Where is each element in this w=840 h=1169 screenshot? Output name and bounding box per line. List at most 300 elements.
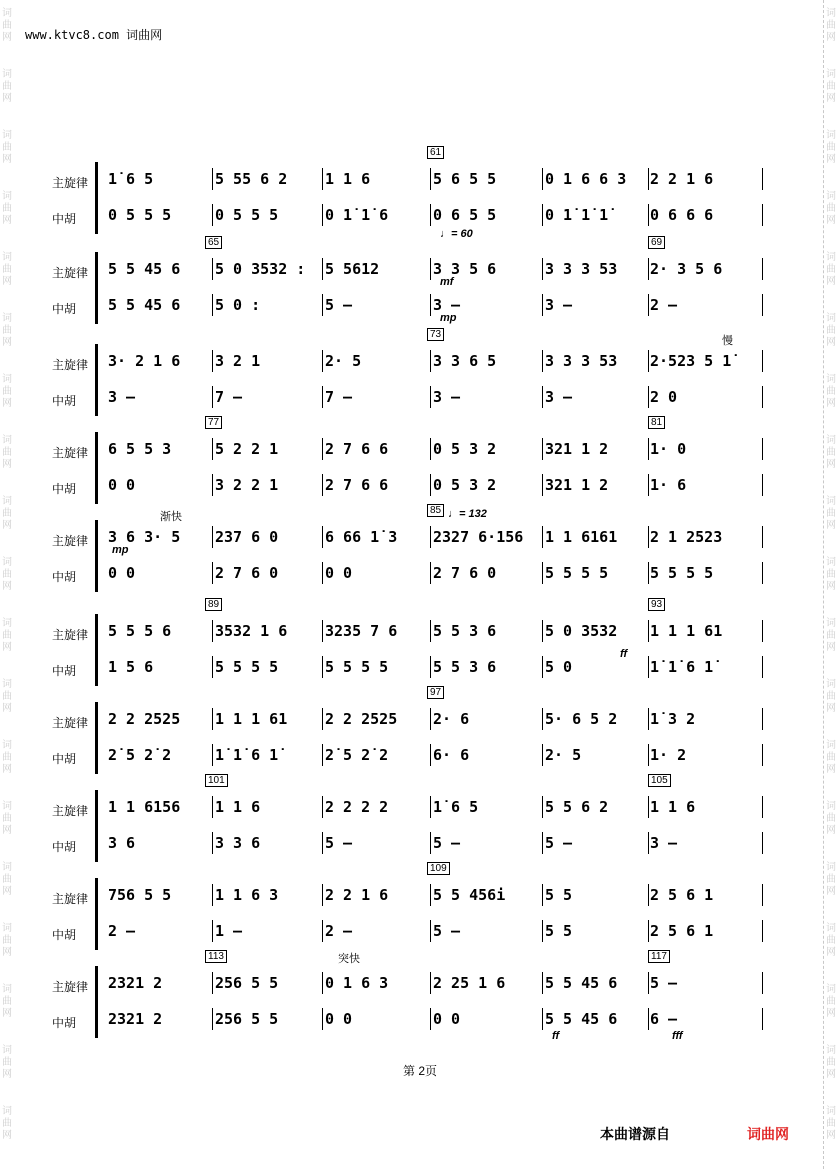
part-label-zhonghu: 中胡 [52,928,77,942]
bar-line [542,204,543,226]
bar-line [212,656,213,678]
measure-notes: 0 6 6 6 [650,206,714,224]
measure-number: 97 [427,686,444,699]
bar-line [322,526,323,548]
measure-number: 101 [205,774,228,787]
bar-line [322,832,323,854]
bar-line [430,204,431,226]
system-brace [95,252,103,324]
measure-notes: 3 2 1 [215,352,261,370]
bar-line [430,350,431,372]
bar-line [542,708,543,730]
bar-line [762,526,763,548]
measure-notes: 3 – [433,388,461,406]
measure-notes: 5 – [325,834,353,852]
bar-line [762,884,763,906]
watermark-glyph: 词 曲 网 [826,69,836,104]
measure-number: 117 [648,950,670,963]
bar-line [648,972,649,994]
measure-notes: 5 5 5 6 [108,622,172,640]
measure-notes: 0 1̇ 1̇ 1̇ [545,206,609,224]
measure-notes: 5 5 45 6 [108,260,181,278]
measure-notes: 2· 5 [545,746,582,764]
brand-link[interactable]: 词曲网 [747,1126,789,1142]
bar-line [322,168,323,190]
measure-notes: 1 1 6156 [108,798,181,816]
score-system [0,951,840,1044]
bar-line [212,796,213,818]
bar-line [542,744,543,766]
bar-line [430,562,431,584]
bar-line [648,1008,649,1030]
bar-line [430,708,431,730]
watermark-glyph: 词 曲 网 [826,130,836,165]
system-brace [95,702,103,774]
measure-notes: 3 – [545,388,573,406]
bar-line [648,832,649,854]
measure-notes: 2̇ 5 2̇ 2 [108,746,172,764]
part-label-melody: 主旋律 [52,804,89,818]
watermark-glyph: 词 曲 网 [2,984,12,1019]
bar-line [542,562,543,584]
bar-line [542,294,543,316]
bar-line [762,656,763,678]
bar-line [648,920,649,942]
measure-notes: 2 5 6 1 [650,922,714,940]
bar-line [212,620,213,642]
bar-line [762,562,763,584]
page-number: 第 2页 [402,1064,437,1078]
measure-notes: 0 1̇ 1̇ 6 [325,206,389,224]
bar-line [648,258,649,280]
measure-notes: 3 3 6 5 [433,352,497,370]
system-brace [95,878,103,950]
watermark-glyph: 词 曲 网 [2,8,12,43]
system-brace [95,614,103,686]
measure-notes: 1· 2 [650,746,687,764]
measure-notes: 5 5 5 5 [325,658,389,676]
bar-line [430,526,431,548]
measure-notes: 5 0 3532 : [215,260,306,278]
system-brace [95,344,103,416]
measure-notes: 2 2 1 6 [325,886,389,904]
bar-line [648,656,649,678]
system-brace [95,432,103,504]
part-label-melody: 主旋律 [52,266,89,280]
bar-line [430,972,431,994]
watermark-glyph: 词 曲 网 [826,1106,836,1141]
bar-line [430,1008,431,1030]
system-brace [95,966,103,1038]
bar-line [212,1008,213,1030]
melody-row [108,528,780,548]
bar-line [212,294,213,316]
bar-line [648,204,649,226]
bar-line [212,526,213,548]
watermark-glyph: 词 曲 网 [826,374,836,409]
measure-notes: 2 7 6 0 [433,564,497,582]
part-label-melody: 主旋律 [52,628,89,642]
melody-row [108,710,780,730]
watermark-glyph: 词 曲 网 [2,313,12,348]
bar-line [542,796,543,818]
measure-notes: 237 6 0 [215,528,279,546]
watermark-glyph: 词 曲 网 [826,740,836,775]
score-annotation: 慢 [722,335,733,347]
bar-line [212,884,213,906]
measure-notes: 0 0 [108,564,136,582]
bar-line [322,386,323,408]
measure-number: 105 [648,774,671,787]
measure-notes: 2̇ 5 2̇ 2 [325,746,389,764]
bar-line [648,438,649,460]
bar-line [762,1008,763,1030]
measure-notes: 2· 5 [325,352,362,370]
measure-notes: 5 5 456i [433,886,506,904]
part-label-zhonghu: 中胡 [52,302,77,316]
measure-notes: 2 2 2525 [325,710,398,728]
zhonghu-row [108,206,780,226]
measure-number: 77 [205,416,222,429]
measure-notes: 5 5 [545,922,573,940]
bar-line [542,920,543,942]
measure-number: 65 [205,236,222,249]
bar-line [212,972,213,994]
measure-number: 113 [205,950,227,963]
watermark-glyph: 词 曲 网 [826,8,836,43]
measure-number: 73 [427,328,444,341]
measure-notes: 321 1 2 [545,476,609,494]
measure-notes: 5 5 45 6 [545,1010,618,1028]
measure-notes: 1· 0 [650,440,687,458]
measure-notes: 0 5 5 5 [215,206,279,224]
bar-line [542,386,543,408]
measure-notes: 2321 2 [108,1010,163,1028]
measure-notes: 3 3 5 6 [433,260,497,278]
part-label-zhonghu: 中胡 [52,1016,77,1030]
bar-line [322,438,323,460]
watermark-glyph: 词 曲 网 [826,862,836,897]
zhonghu-row [108,388,780,408]
bar-line [212,258,213,280]
bar-line [542,884,543,906]
zhonghu-row [108,1010,780,1030]
bar-line [648,884,649,906]
measure-notes: 3532 1 6 [215,622,288,640]
watermark-glyph: 词 曲 网 [2,252,12,287]
melody-row [108,798,780,818]
score-annotation: 突快 [338,953,360,965]
bar-line [322,744,323,766]
measure-number: 61 [427,146,444,159]
melody-row [108,170,780,190]
bar-line [322,1008,323,1030]
bar-line [762,204,763,226]
measure-notes: 1 1 6 [215,798,261,816]
watermark-glyph: 词 曲 网 [2,496,12,531]
zhonghu-row [108,746,780,766]
bar-line [648,620,649,642]
zhonghu-row [108,658,780,678]
bar-line [762,350,763,372]
measure-notes: 2 1 2523 [650,528,723,546]
measure-notes: 5 5 5 5 [215,658,279,676]
score-system [0,417,840,510]
bar-line [322,796,323,818]
part-label-melody: 主旋律 [52,716,89,730]
measure-notes: 2 5 6 1 [650,886,714,904]
measure-notes: 0 1 6 3 [325,974,389,992]
measure-notes: 6· 6 [433,746,470,764]
score-annotation: mp [112,544,129,556]
watermark-glyph: 词 曲 网 [2,862,12,897]
measure-notes: 0 6 5 5 [433,206,497,224]
score-system [0,775,840,868]
source-label: 本曲谱源自 [600,1126,670,1142]
bar-line [762,972,763,994]
measure-notes: 3 – [108,388,136,406]
bar-line [212,474,213,496]
score-system [0,228,840,330]
part-label-zhonghu: 中胡 [52,570,77,584]
measure-notes: 6 – [650,1010,678,1028]
score-annotation: ff [552,1030,560,1042]
bar-line [648,294,649,316]
measure-notes: 5 6 5 5 [433,170,497,188]
measure-notes: 2321 2 [108,974,163,992]
measure-notes: 3 6 3· 5 [108,528,181,546]
measure-notes: 1 1 6161 [545,528,618,546]
watermark-glyph: 词 曲 网 [2,191,12,226]
watermark-glyph: 词 曲 网 [826,557,836,592]
header-url: www.ktvc8.com 词曲网 [25,28,163,42]
bar-line [762,832,763,854]
bar-line [762,920,763,942]
part-label-zhonghu: 中胡 [52,212,77,226]
score-annotation: mf [440,276,454,288]
measure-notes: 2 2 2525 [108,710,181,728]
bar-line [430,474,431,496]
bar-line [762,294,763,316]
melody-row [108,974,780,994]
measure-notes: 3 6 [108,834,136,852]
bar-line [648,708,649,730]
measure-number: 85 [427,504,444,517]
part-label-zhonghu: 中胡 [52,394,77,408]
measure-notes: 3 – [433,296,461,314]
measure-notes: 2 – [650,296,678,314]
part-label-melody: 主旋律 [52,358,89,372]
measure-notes: 5 2 2 1 [215,440,279,458]
bar-line [322,920,323,942]
zhonghu-row [108,564,780,584]
measure-notes: 2 – [325,922,353,940]
measure-notes: 1̇ 6 5 [433,798,479,816]
system-brace [95,790,103,862]
bar-line [430,656,431,678]
bar-line [542,832,543,854]
watermark-glyph: 词 曲 网 [826,496,836,531]
measure-notes: 5 5 3 6 [433,622,497,640]
bar-line [542,656,543,678]
measure-notes: 5 – [433,922,461,940]
measure-notes: 5 – [433,834,461,852]
bar-line [648,474,649,496]
measure-notes: 1 1 6 [325,170,371,188]
watermark-glyph: 词 曲 网 [826,984,836,1019]
bar-line [542,526,543,548]
bar-line [322,708,323,730]
measure-notes: 3 2 2 1 [215,476,279,494]
measure-notes: 1 1 1 61 [215,710,288,728]
measure-notes: 7 – [215,388,243,406]
melody-row [108,440,780,460]
watermark-glyph: 词 曲 网 [826,252,836,287]
bar-line [762,796,763,818]
bar-line [762,438,763,460]
system-brace [95,520,103,592]
measure-notes: 5 5 [545,886,573,904]
measure-notes: 0 5 3 2 [433,476,497,494]
measure-number: 93 [648,598,665,611]
part-label-zhonghu: 中胡 [52,664,77,678]
melody-row [108,622,780,642]
system-brace [95,162,103,234]
measure-notes: 2 7 6 0 [215,564,279,582]
melody-row [108,352,780,372]
melody-row [108,886,780,906]
measure-notes: 5 – [325,296,353,314]
bar-line [542,972,543,994]
measure-notes: 3 3 3 53 [545,260,618,278]
zhonghu-row [108,922,780,942]
measure-notes: 7 – [325,388,353,406]
measure-notes: 5 – [650,974,678,992]
watermark-glyph: 词 曲 网 [2,1045,12,1080]
bar-line [212,920,213,942]
zhonghu-row [108,834,780,854]
bar-line [430,168,431,190]
measure-notes: 0 0 [108,476,136,494]
measure-notes: 3 3 3 53 [545,352,618,370]
bar-line [762,258,763,280]
watermark-glyph: 词 曲 网 [2,69,12,104]
measure-notes: 2 25 1 6 [433,974,506,992]
score-annotation: mp [440,312,457,324]
bar-line [322,972,323,994]
bar-line [322,656,323,678]
watermark-glyph: 词 曲 网 [2,374,12,409]
bar-line [430,832,431,854]
bar-line [762,474,763,496]
measure-notes: 1̇ 6 5 [108,170,154,188]
bar-line [430,258,431,280]
measure-notes: 3 3 6 [215,834,261,852]
measure-notes: 3· 2 1 6 [108,352,181,370]
bar-line [430,884,431,906]
bar-line [648,526,649,548]
bar-line [212,832,213,854]
watermark-glyph: 词 曲 网 [2,618,12,653]
watermark-glyph: 词 曲 网 [2,801,12,836]
bar-line [430,920,431,942]
watermark-glyph: 词 曲 网 [826,313,836,348]
measure-notes: 2 – [108,922,136,940]
measure-notes: 2327 6·156 [433,528,524,546]
measure-notes: 256 5 5 [215,974,279,992]
bar-line [212,350,213,372]
bar-line [648,796,649,818]
part-label-melody: 主旋律 [52,980,89,994]
watermark-glyph: 词 曲 网 [826,801,836,836]
measure-notes: 6 66 1̇ 3 [325,528,398,546]
measure-number: 109 [427,862,450,875]
score-annotation: ♩= 132 [448,508,487,520]
zhonghu-row [108,476,780,496]
watermark-glyph: 词 曲 网 [826,191,836,226]
measure-notes: 756 5 5 [108,886,172,904]
score-system [0,863,840,956]
bar-line [322,562,323,584]
watermark-glyph: 词 曲 网 [2,679,12,714]
measure-notes: 3 – [650,834,678,852]
measure-notes: 1 1 6 3 [215,886,279,904]
bar-line [542,438,543,460]
bar-line [762,744,763,766]
measure-notes: 2 0 [650,388,678,406]
measure-notes: 1 – [215,922,243,940]
bar-line [430,294,431,316]
bar-line [542,168,543,190]
bar-line [322,258,323,280]
measure-number: 81 [648,416,665,429]
measure-notes: 2 2 1 6 [650,170,714,188]
measure-notes: 2 7 6 6 [325,476,389,494]
score-annotation: ff [620,648,628,660]
measure-notes: 1̇ 1̇ 6 1̇ [215,746,279,764]
measure-notes: 2 2 2 2 [325,798,389,816]
measure-notes: 1 1 6 [650,798,696,816]
bar-line [648,562,649,584]
measure-notes: 321 1 2 [545,440,609,458]
bar-line [430,438,431,460]
bar-line [648,350,649,372]
bar-line [430,386,431,408]
measure-notes: 0 0 [433,1010,461,1028]
part-label-melody: 主旋律 [52,892,89,906]
watermark-glyph: 词 曲 网 [826,618,836,653]
measure-notes: 3 – [545,296,573,314]
bar-line [762,168,763,190]
bar-line [762,708,763,730]
bar-line [542,474,543,496]
measure-notes: 3235 7 6 [325,622,398,640]
measure-notes: 5 5 5 5 [545,564,609,582]
watermark-glyph: 词 曲 网 [2,435,12,470]
bar-line [322,620,323,642]
measure-notes: 2·523 5 1̇ [650,352,732,370]
score-annotation: ♩= 60 [440,228,473,240]
bar-line [430,620,431,642]
bar-line [322,204,323,226]
bar-line [542,350,543,372]
bar-line [542,620,543,642]
watermark-glyph: 词 曲 网 [826,435,836,470]
measure-notes: 0 1 6 6 3 [545,170,627,188]
measure-notes: 0 0 [325,564,353,582]
measure-notes: 256 5 5 [215,1010,279,1028]
measure-notes: 2· 3 5 6 [650,260,723,278]
